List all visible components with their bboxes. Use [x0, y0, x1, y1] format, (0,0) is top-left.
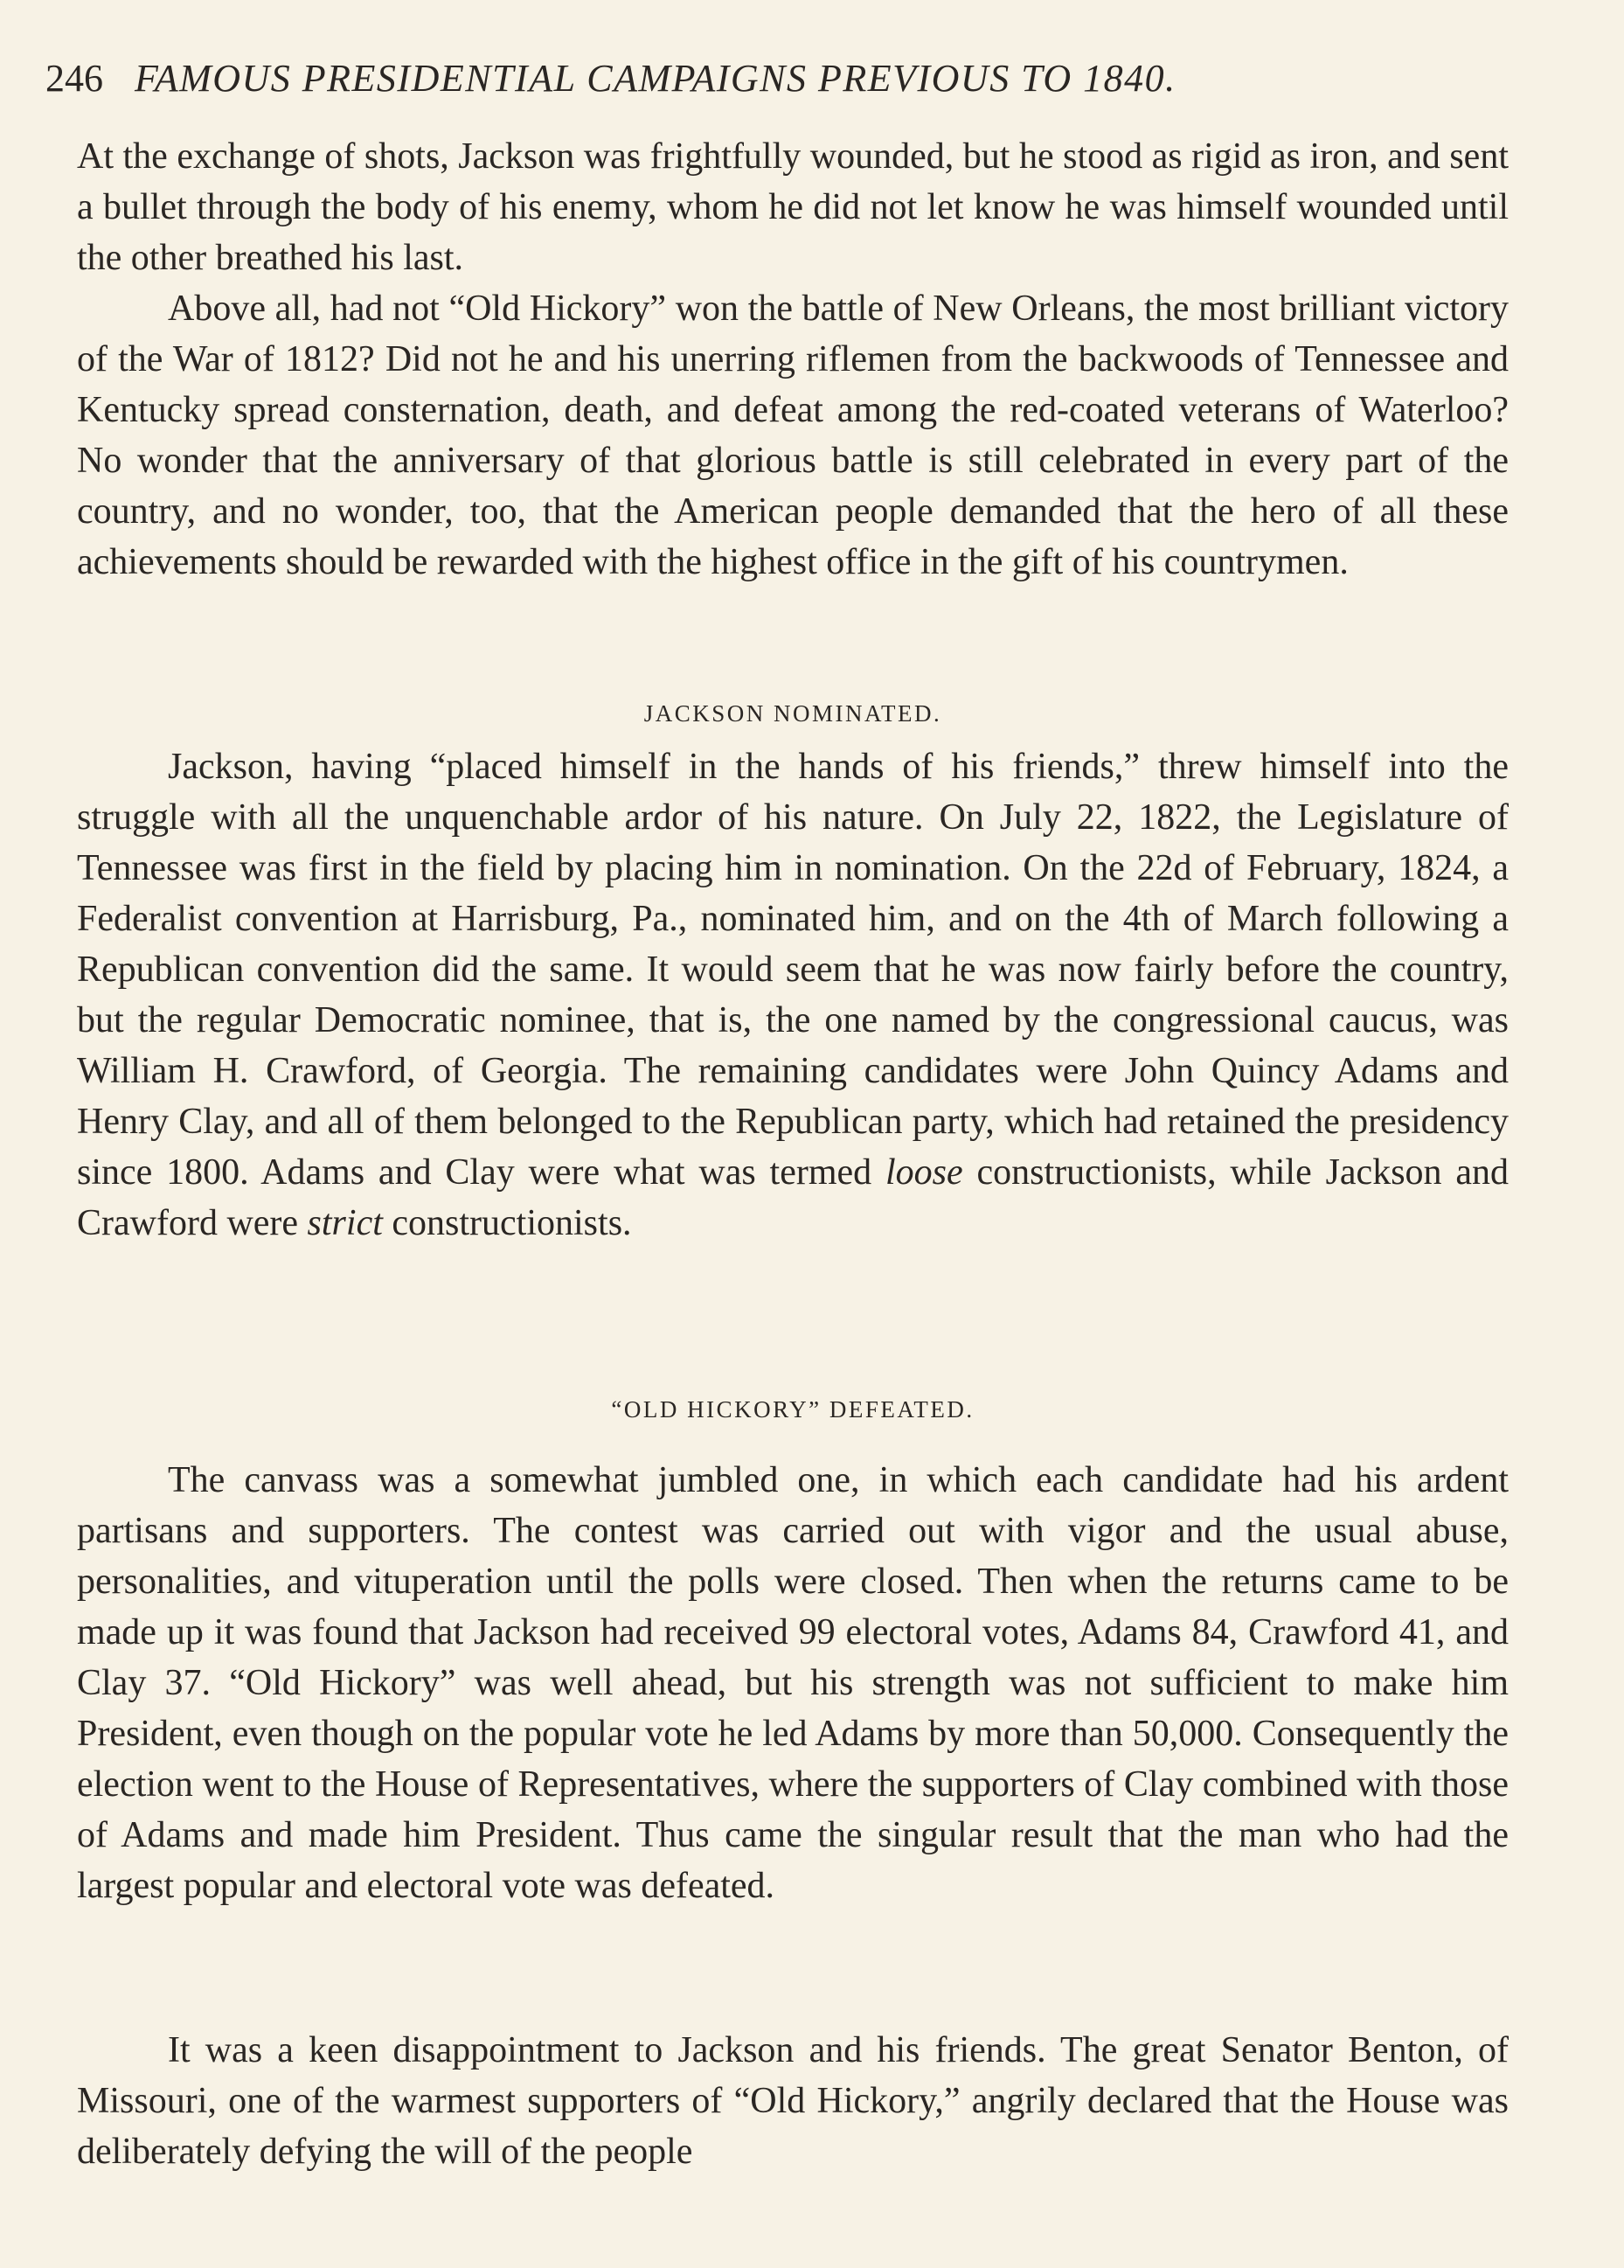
- page-number: 246: [45, 57, 103, 100]
- paragraph-3-text-b: constructionists, while Jackson and Crawford were: [77, 1152, 1509, 1243]
- paragraph-4-block: [77, 1455, 1509, 1911]
- paragraph-1-block: [77, 131, 1509, 283]
- paragraph-2-block: [77, 283, 1509, 588]
- paragraph-3-italic-loose: loose: [885, 1152, 963, 1193]
- paragraph-5-block: [77, 2025, 1509, 2177]
- paragraph-3-text-a: Jackson, having “placed himself in the hands of his friends,” threw himself into the struggle with all the unquenchable ardor of his nature. On July 22, 1822, the Legislature of Tennessee was first in the field by placing him in nomination. On the 22d of February, 1824, a Federalist convention at Harrisburg, Pa., nominated him, and on the 4th of March following a Republican convention did the same. It would seem that he was now fairly before the country, but the regular Democratic nominee, that is, the one named by the congressional caucus, was William H. Crawford, of Georgia. The remaining candidates were John Quincy Adams and Henry Clay, and all of them belonged to the Republican party, which had retained the presidency since 1800. Adams and Clay were what was termed: [77, 747, 1509, 1193]
- paragraph-3-italic-strict: strict: [307, 1203, 383, 1243]
- paragraph-5: It was a keen disappointment to Jackson and his friends. The great Senator Benton, of Missouri, one of the warmest supporters of “Old Hickory,” angrily declared that the House was deliberately defying the will of the people: [77, 2030, 1509, 2172]
- running-head: [45, 54, 1514, 103]
- running-head-title: FAMOUS PRESIDENTIAL CAMPAIGNS PREVIOUS TO 1840.: [135, 57, 1176, 100]
- section-heading-jackson-nominated: JACKSON NOMINATED.: [643, 700, 942, 727]
- heading-1-block: [77, 696, 1509, 731]
- section-heading-old-hickory-defeated: “OLD HICKORY” DEFEATED.: [611, 1396, 975, 1423]
- paragraph-2: Above all, had not “Old Hickory” won the battle of New Orleans, the most brilliant victory of the War of 1812? Did not he and his unerring riflemen from the backwoods of Tennessee and Kentucky spread consternation, death, and defeat among the red-coated veterans of Waterloo? No wonder that the anniversary of that glorious battle is still celebrated in every part of the country, and no wonder, too, that the American people demanded that the hero of all these achievements should be rewarded with the highest office in the gift of his countrymen.: [77, 289, 1509, 582]
- paragraph-3-block: [77, 741, 1509, 1249]
- paragraph-1: At the exchange of shots, Jackson was frightfully wounded, but he stood as rigid as iron, and sent a bullet through the body of his enemy, whom he did not let know he was himself wounded until the other breathed his last.: [77, 136, 1509, 278]
- paragraph-4: The canvass was a somewhat jumbled one, in which each candidate had his ardent partisans and supporters. The contest was carried out with vigor and the usual abuse, personalities, and vituperation until the polls were closed. Then when the returns came to be made up it was found that Jackson had received 99 electoral votes, Adams 84, Crawford 41, and Clay 37. “Old Hickory” was well ahead, but his strength was not sufficient to make him President, even though on the popular vote he led Adams by more than 50,000. Consequently the election went to the House of Representatives, where the supporters of Clay combined with those of Adams and made him President. Thus came the singular result that the man who had the largest popular and electoral vote was defeated.: [77, 1460, 1509, 1906]
- heading-2-block: [77, 1392, 1509, 1427]
- paragraph-3: [77, 741, 1509, 1249]
- paragraph-3-text-c: constructionists.: [392, 1203, 632, 1243]
